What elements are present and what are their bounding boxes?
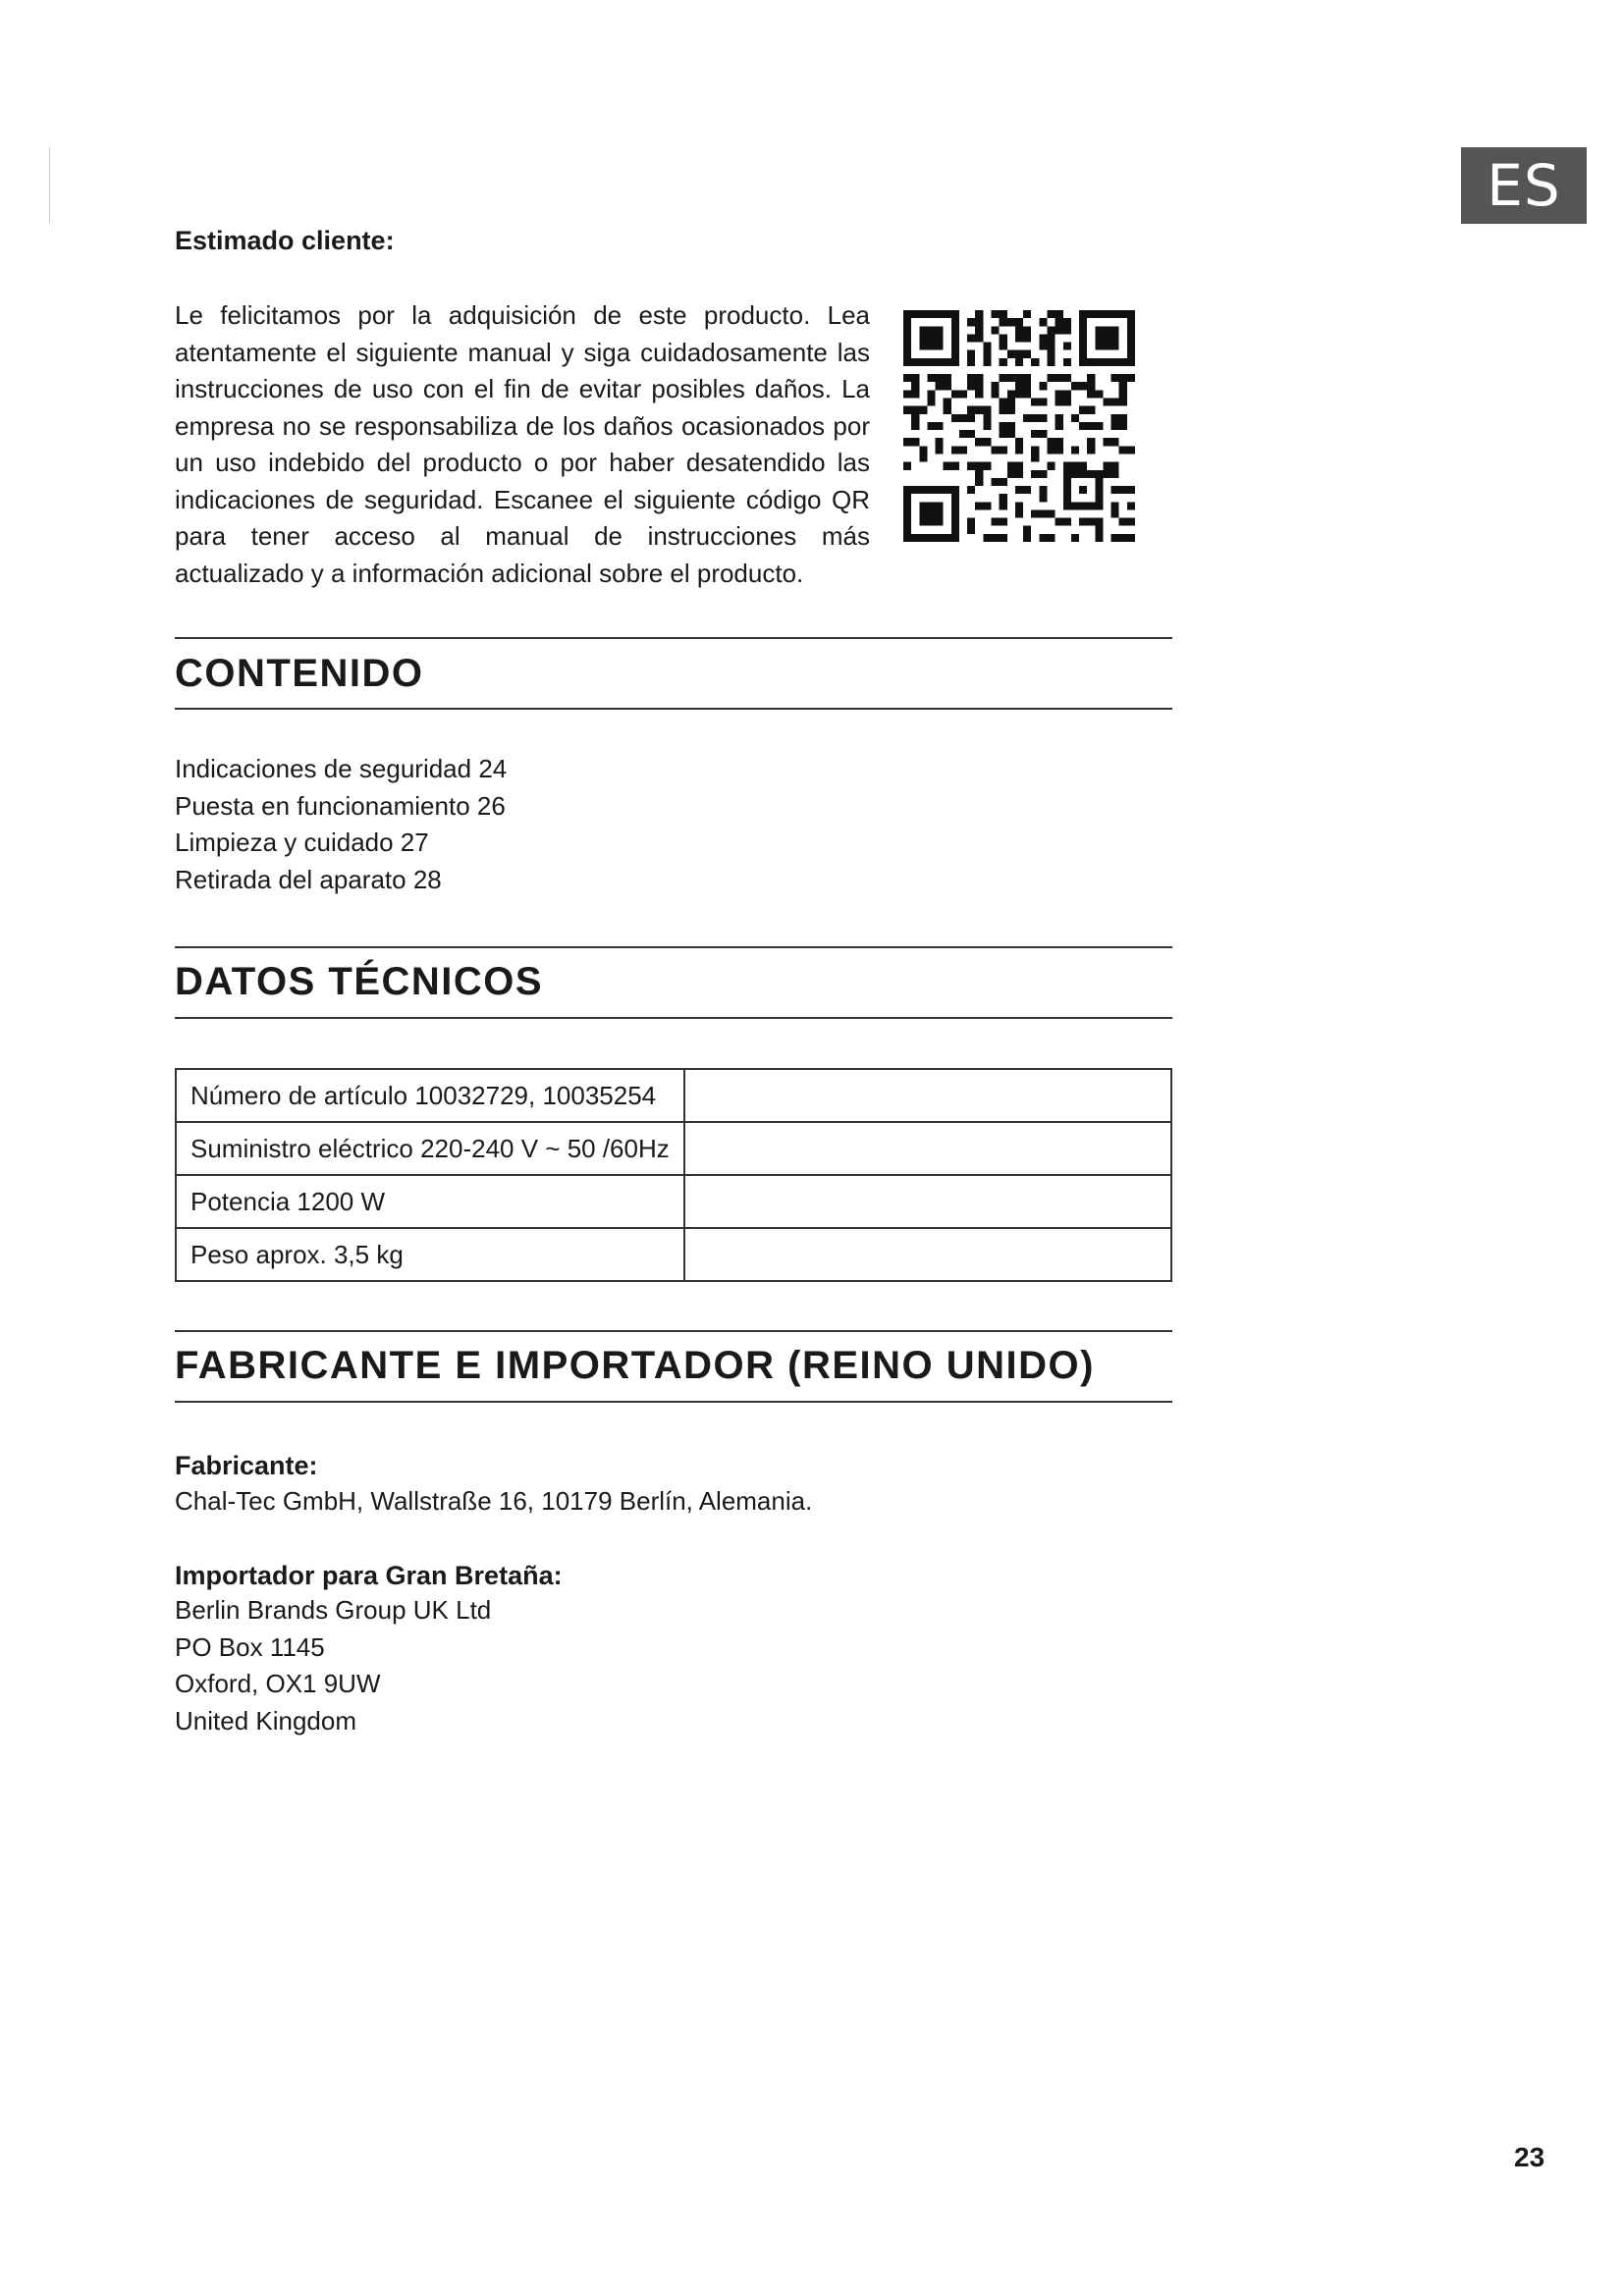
specs-heading: DATOS TÉCNICOS [175, 960, 544, 1003]
contents-item-safety[interactable]: Indicaciones de seguridad 24 [175, 754, 508, 783]
importer-line: PO Box 1145 [175, 1631, 325, 1662]
table-row [176, 1228, 1171, 1281]
contents-heading: CONTENIDO [175, 652, 424, 695]
table-cell-empty [684, 1069, 1171, 1122]
contents-top-rule [175, 637, 1172, 639]
contents-item-startup[interactable]: Puesta en funcionamiento 26 [175, 790, 506, 821]
intro-paragraph: Le felicitamos por la adquisición de este producto. Lea atentamente el siguiente manual y siga cuidadosamente las instrucciones de uso con el fin de evitar posibles daños. La empresa no se responsabiliza de los daños ocasionados por un uso indebido del producto o por haber desatendido las indicaciones de seguridad. Escanee el siguiente código QR para tener acceso al manual de instrucciones más actualizado y a información adicional sobre el producto. [175, 300, 870, 588]
importer-line: Berlin Brands Group UK Ltd [175, 1595, 492, 1625]
greeting: Estimado cliente: [175, 226, 395, 255]
importer-line: United Kingdom [175, 1705, 356, 1735]
spec-weight: Peso aprox. 3,5 kg [176, 1228, 684, 1281]
table-row [176, 1069, 1171, 1122]
qr-code-icon [903, 310, 1135, 542]
manufacturer-address: Chal-Tec GmbH, Wallstraße 16, 10179 Berlín, Alemania. [175, 1486, 813, 1516]
specs-table [175, 1068, 1172, 1282]
language-tab: ES [1461, 147, 1587, 224]
contents-list [175, 751, 507, 898]
margin-mark [49, 147, 50, 224]
table-cell-empty [684, 1228, 1171, 1281]
spec-power: Potencia 1200 W [176, 1175, 684, 1228]
specs-bottom-rule [175, 1017, 1172, 1019]
manufacturer-top-rule [175, 1330, 1172, 1332]
manufacturer-heading: FABRICANTE E IMPORTADOR (REINO UNIDO) [175, 1344, 1095, 1387]
table-cell-empty [684, 1122, 1171, 1175]
manufacturer-label: Fabricante: [175, 1451, 318, 1480]
page-number: 23 [1514, 2142, 1545, 2172]
importer-address [175, 1592, 491, 1739]
spec-power-supply: Suministro eléctrico 220-240 V ~ 50 /60Hz [176, 1122, 684, 1175]
contents-item-disposal[interactable]: Retirada del aparato 28 [175, 864, 442, 894]
specs-top-rule [175, 946, 1172, 948]
table-row [176, 1122, 1171, 1175]
table-cell-empty [684, 1175, 1171, 1228]
importer-line: Oxford, OX1 9UW [175, 1669, 381, 1698]
contents-item-cleaning[interactable]: Limpieza y cuidado 27 [175, 828, 429, 857]
manufacturer-bottom-rule [175, 1401, 1172, 1403]
spec-article-number: Número de artículo 10032729, 10035254 [176, 1069, 684, 1122]
contents-bottom-rule [175, 708, 1172, 710]
importer-label: Importador para Gran Bretaña: [175, 1561, 563, 1590]
table-row [176, 1175, 1171, 1228]
